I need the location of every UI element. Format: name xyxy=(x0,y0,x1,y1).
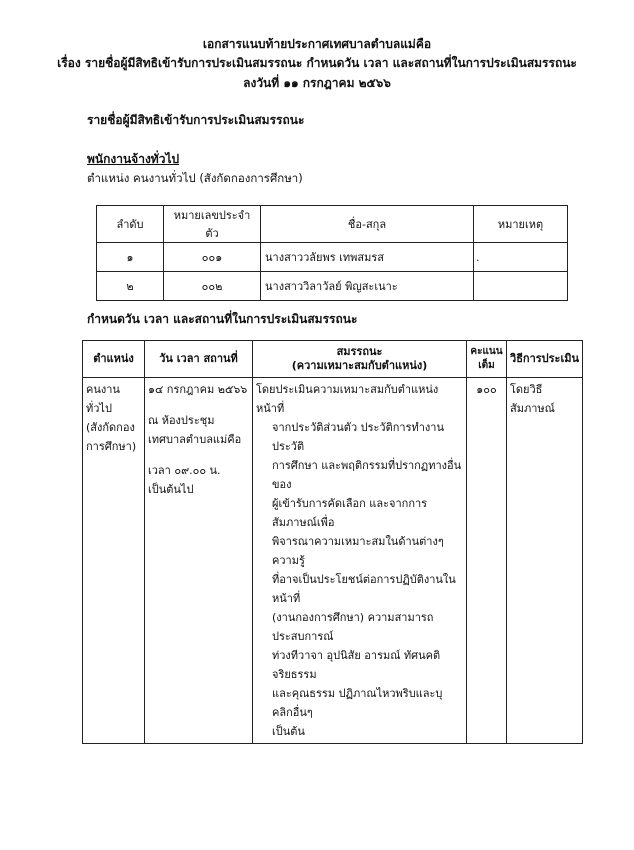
place-line-2: เทศบาลตำบลแม่คือ xyxy=(148,433,242,446)
competency-line: ผู้เข้ารับการคัดเลือก และจากการสัมภาษณ์เพื่อ xyxy=(272,497,428,529)
place-line-1: ณ ห้องประชุม xyxy=(148,414,215,427)
assessment-date: ๑๔ กรกฎาคม ๒๕๖๖ xyxy=(148,383,248,396)
competency-line: การศึกษา และพฤติกรรมที่ปรากฏทางอื่นของ xyxy=(272,459,462,491)
col-header-score: คะแนน เต็ม xyxy=(467,341,507,378)
employee-group-title: พนักงานจ้างทั่วไป xyxy=(87,152,180,166)
competency-header-title: สมรรถนะ xyxy=(336,345,383,358)
cell-method: โดยวิธีสัมภาษณ์ xyxy=(507,378,583,744)
row-name: นางสาววิลาวัลย์ พิญสะเนาะ xyxy=(261,272,474,301)
row-id: ๐๐๒ xyxy=(164,272,261,301)
row-id: ๐๐๑ xyxy=(164,243,261,272)
table-row xyxy=(97,243,568,272)
header-line-2: เรื่อง รายชื่อผู้มีสิทธิเข้ารับการประเมินสมรรถนะ กำหนดวัน เวลา และสถานที่ในการประเมินสมรรถนะ xyxy=(57,56,577,70)
cell-competency xyxy=(253,378,467,744)
position-line: ตำแหน่ง คนงานทั่วไป (สังกัดกองการศึกษา) xyxy=(87,171,303,185)
col-header-id: หมายเลขประจำตัว xyxy=(164,206,261,243)
competency-line: เป็นต้น xyxy=(272,725,305,738)
col-header-competency xyxy=(253,341,467,378)
position-line-1: คนงานทั่วไป xyxy=(86,383,120,415)
competency-line: โดยประเมินความเหมาะสมกับตำแหน่งหน้าที่ xyxy=(256,383,439,415)
list-section-title: รายชื่อผู้มีสิทธิเข้ารับการประเมินสมรรถนะ xyxy=(87,113,305,127)
schedule-row xyxy=(83,378,583,744)
row-no: ๑ xyxy=(97,243,164,272)
header-line-1: เอกสารแนบท้ายประกาศเทศบาลตำบลแม่คือ xyxy=(202,37,432,51)
cell-datetime xyxy=(145,378,253,744)
cell-position xyxy=(83,378,145,744)
competency-header-sub: (ความเหมาะสมกับตำแหน่ง) xyxy=(291,359,428,372)
competency-line: ท่วงทีวาจา อุปนิสัย อารมณ์ ทัศนคติ จริยธรรม xyxy=(272,649,441,681)
schedule-table xyxy=(82,340,583,744)
position-line-2: (สังกัดกอง xyxy=(86,421,135,434)
schedule-section-title: กำหนดวัน เวลา และสถานที่ในการประเมินสมรรถนะ xyxy=(87,312,358,326)
position-line-3: การศึกษา) xyxy=(86,440,137,453)
competency-line: (งานกองการศึกษา) ความสามารถ ประสบการณ์ xyxy=(272,611,434,643)
table-row xyxy=(97,272,568,301)
row-note: . xyxy=(474,243,568,272)
time-line-2: เป็นต้นไป xyxy=(148,483,194,496)
competency-line: พิจารณาความเหมาะสมในด้านต่างๆ ความรู้ xyxy=(272,535,444,567)
row-no: ๒ xyxy=(97,272,164,301)
row-note xyxy=(474,272,568,301)
competency-line: จากประวัติส่วนตัว ประวัติการทำงาน ประวัติ xyxy=(272,421,444,453)
competency-line: และคุณธรรม ปฏิภาณไหวพริบและบุคลิกอื่นๆ xyxy=(272,687,443,719)
candidates-table xyxy=(96,205,568,301)
col-header-position: ตำแหน่ง xyxy=(83,341,145,378)
col-header-name: ชื่อ-สกุล xyxy=(261,206,474,243)
schedule-table-header xyxy=(83,341,583,378)
col-header-no: ลำดับ xyxy=(97,206,164,243)
candidates-table-header xyxy=(97,206,568,243)
cell-score: ๑๐๐ xyxy=(467,378,507,744)
col-header-note: หมายเหตุ xyxy=(474,206,568,243)
col-header-method: วิธีการประเมิน xyxy=(507,341,583,378)
row-name: นางสาววลัยพร เทพสมรส xyxy=(261,243,474,272)
competency-line: ที่อาจเป็นประโยชน์ต่อการปฏิบัติงานในหน้าที่ xyxy=(272,573,456,605)
header-line-3: ลงวันที่ ๑๑ กรกฎาคม ๒๕๖๖ xyxy=(243,76,391,90)
time-line-1: เวลา ๐๙.๐๐ น. xyxy=(148,464,221,477)
col-header-datetime: วัน เวลา สถานที่ xyxy=(145,341,253,378)
